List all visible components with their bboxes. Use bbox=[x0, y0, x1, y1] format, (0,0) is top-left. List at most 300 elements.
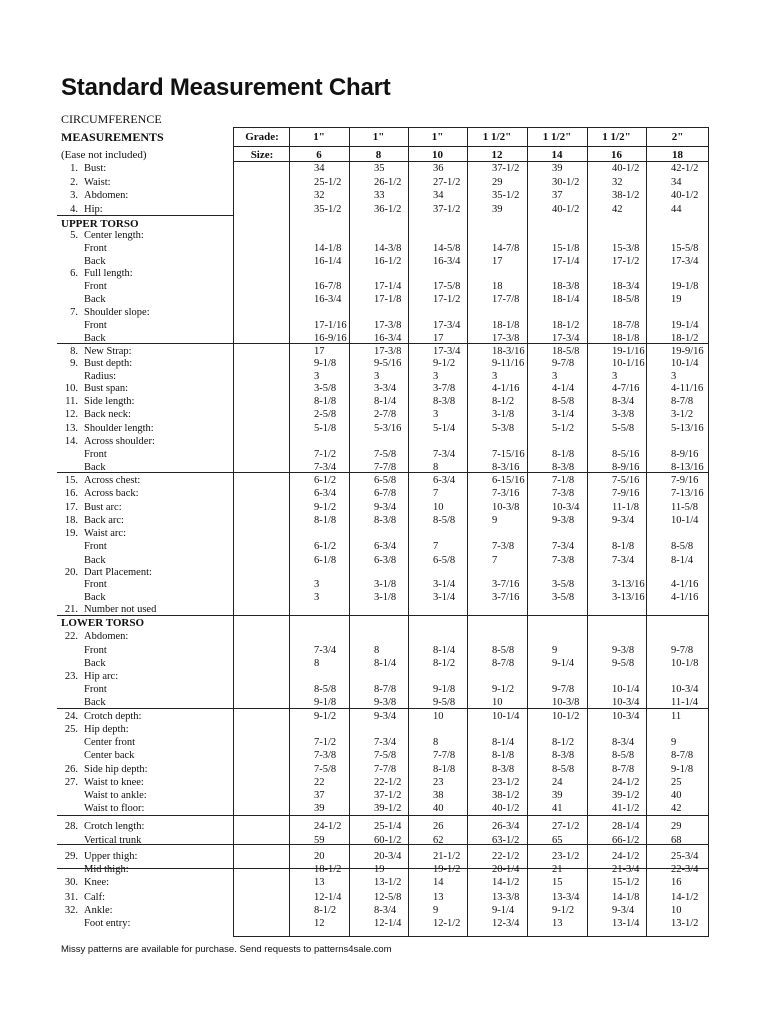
cell-value: 7-1/2 bbox=[314, 737, 337, 748]
row-label: Dart Placement: bbox=[84, 567, 152, 578]
row-label: New Strap: bbox=[84, 346, 132, 357]
row-label: Back bbox=[84, 294, 106, 305]
cell-value: 8-1/8 bbox=[433, 764, 456, 775]
cell-value: 10-3/4 bbox=[552, 502, 580, 513]
cell-value: 29 bbox=[671, 821, 682, 832]
table-row bbox=[0, 242, 768, 255]
cell-value: 19-1/16 bbox=[612, 346, 645, 357]
cell-value: 17 bbox=[433, 333, 444, 344]
row-label: Shoulder length: bbox=[84, 423, 154, 434]
cell-value: 7-7/8 bbox=[433, 750, 456, 761]
cell-value: 3 bbox=[492, 371, 498, 382]
cell-value: 3-1/4 bbox=[433, 592, 456, 603]
cell-value: 66-1/2 bbox=[612, 835, 640, 846]
cell-value: 8 bbox=[433, 462, 439, 473]
cell-value: 5-13/16 bbox=[671, 423, 704, 434]
cell-value: 3 bbox=[374, 371, 380, 382]
cell-value: 8-1/2 bbox=[314, 905, 337, 916]
row-number: 2. bbox=[70, 177, 78, 188]
cell-value: 17-3/4 bbox=[433, 346, 461, 357]
section-divider bbox=[57, 615, 234, 616]
section-divider bbox=[57, 472, 234, 473]
cell-value: 18-3/16 bbox=[492, 346, 525, 357]
cell-value: 8-7/8 bbox=[492, 658, 515, 669]
cell-value: 6-1/2 bbox=[314, 475, 337, 486]
table-row bbox=[0, 267, 768, 280]
cell-value: 10-1/4 bbox=[612, 684, 640, 695]
cell-value: 37-1/2 bbox=[374, 790, 402, 801]
cell-value: 8 bbox=[374, 645, 380, 656]
table-row bbox=[0, 422, 768, 435]
row-label: Back bbox=[84, 697, 106, 708]
cell-value: 18-1/8 bbox=[492, 320, 520, 331]
row-number: 14. bbox=[64, 436, 78, 447]
cell-value: 39-1/2 bbox=[612, 790, 640, 801]
cell-value: 8-5/8 bbox=[671, 541, 694, 552]
cell-value: 20-3/4 bbox=[374, 851, 402, 862]
row-number: 5. bbox=[70, 230, 78, 241]
size-value: 12 bbox=[491, 149, 503, 161]
row-number: 20. bbox=[64, 567, 78, 578]
size-value: 14 bbox=[551, 149, 563, 161]
cell-value: 13-3/8 bbox=[492, 892, 520, 903]
row-number: 23. bbox=[64, 671, 78, 682]
row-label: Bust: bbox=[84, 163, 107, 174]
row-label: Shoulder slope: bbox=[84, 307, 150, 318]
cell-value: 13-3/4 bbox=[552, 892, 580, 903]
cell-value: 10-1/8 bbox=[671, 658, 699, 669]
cell-value: 7-3/4 bbox=[374, 737, 397, 748]
table-row bbox=[0, 578, 768, 591]
cell-value: 7-5/8 bbox=[374, 750, 397, 761]
cell-value: 7-7/8 bbox=[374, 462, 397, 473]
cell-value: 3 bbox=[314, 579, 320, 590]
subtitle-circumference: CIRCUMFERENCE bbox=[61, 112, 162, 126]
row-label: Hip arc: bbox=[84, 671, 119, 682]
section-divider bbox=[57, 868, 234, 869]
table-row bbox=[0, 657, 768, 670]
row-number: 18. bbox=[64, 515, 78, 526]
table-row bbox=[0, 357, 768, 370]
cell-value: 7-1/2 bbox=[314, 449, 337, 460]
row-label: Mid thigh: bbox=[84, 864, 129, 875]
cell-value: 25 bbox=[671, 777, 682, 788]
cell-value: 17 bbox=[492, 256, 503, 267]
cell-value: 18-5/8 bbox=[552, 346, 580, 357]
cell-value: 8-7/8 bbox=[671, 750, 694, 761]
row-label: Waist to floor: bbox=[84, 803, 145, 814]
cell-value: 3-1/4 bbox=[552, 409, 575, 420]
row-number: 15. bbox=[64, 475, 78, 486]
cell-value: 8-5/8 bbox=[612, 750, 635, 761]
cell-value: 3-13/16 bbox=[612, 592, 645, 603]
cell-value: 3-5/8 bbox=[552, 592, 575, 603]
cell-value: 7-13/16 bbox=[671, 488, 704, 499]
cell-value: 9-1/8 bbox=[433, 684, 456, 695]
cell-value: 9-5/16 bbox=[374, 358, 402, 369]
cell-value: 18-7/8 bbox=[612, 320, 640, 331]
cell-value: 9-3/4 bbox=[612, 905, 635, 916]
cell-value: 6-3/4 bbox=[433, 475, 456, 486]
section-divider bbox=[57, 343, 234, 344]
row-number: 26. bbox=[64, 764, 78, 775]
cell-value: 3-1/4 bbox=[433, 579, 456, 590]
cell-value: 17-3/8 bbox=[492, 333, 520, 344]
cell-value: 40-1/2 bbox=[612, 163, 640, 174]
cell-value: 19-1/8 bbox=[671, 281, 699, 292]
cell-value: 17-3/8 bbox=[374, 346, 402, 357]
cell-value: 17-1/4 bbox=[552, 256, 580, 267]
row-number: 22. bbox=[64, 631, 78, 642]
cell-value: 4-1/16 bbox=[671, 579, 699, 590]
row-number: 27. bbox=[64, 777, 78, 788]
cell-value: 23-1/2 bbox=[492, 777, 520, 788]
cell-value: 3 bbox=[314, 592, 320, 603]
cell-value: 32 bbox=[314, 190, 325, 201]
cell-value: 34 bbox=[671, 177, 682, 188]
cell-value: 10-3/8 bbox=[552, 697, 580, 708]
cell-value: 8-1/2 bbox=[433, 658, 456, 669]
row-label: Front bbox=[84, 645, 107, 656]
cell-value: 38 bbox=[433, 790, 444, 801]
cell-value: 40-1/2 bbox=[671, 190, 699, 201]
cell-value: 6-1/8 bbox=[314, 555, 337, 566]
cell-value: 41 bbox=[552, 803, 563, 814]
cell-value: 39 bbox=[552, 163, 563, 174]
cell-value: 8-5/8 bbox=[433, 515, 456, 526]
row-label: Crotch depth: bbox=[84, 711, 142, 722]
cell-value: 10 bbox=[433, 502, 444, 513]
table-row bbox=[0, 435, 768, 448]
table-row bbox=[0, 189, 768, 202]
table-row bbox=[0, 789, 768, 802]
row-label: Upper thigh: bbox=[84, 851, 138, 862]
cell-value: 68 bbox=[671, 835, 682, 846]
table-row bbox=[0, 876, 768, 889]
cell-value: 23 bbox=[433, 777, 444, 788]
row-label: Back bbox=[84, 592, 106, 603]
cell-value: 3 bbox=[433, 409, 439, 420]
cell-value: 9-1/4 bbox=[552, 658, 575, 669]
cell-value: 22-1/2 bbox=[374, 777, 402, 788]
cell-value: 7-3/8 bbox=[552, 488, 575, 499]
cell-value: 39 bbox=[492, 204, 503, 215]
cell-value: 12-3/4 bbox=[492, 918, 520, 929]
cell-value: 9-1/8 bbox=[314, 697, 337, 708]
cell-value: 9-3/4 bbox=[374, 711, 397, 722]
cell-value: 6-7/8 bbox=[374, 488, 397, 499]
row-number: 19. bbox=[64, 528, 78, 539]
cell-value: 40-1/2 bbox=[552, 204, 580, 215]
cell-value: 8-9/16 bbox=[612, 462, 640, 473]
cell-value: 7-9/16 bbox=[612, 488, 640, 499]
table-row bbox=[0, 395, 768, 408]
row-label: Back bbox=[84, 555, 106, 566]
row-label: Across shoulder: bbox=[84, 436, 155, 447]
row-label: Waist to ankle: bbox=[84, 790, 147, 801]
cell-value: 3-13/16 bbox=[612, 579, 645, 590]
cell-value: 41-1/2 bbox=[612, 803, 640, 814]
section-divider bbox=[57, 844, 234, 845]
cell-value: 14-1/2 bbox=[492, 877, 520, 888]
cell-value: 18 bbox=[492, 281, 503, 292]
cell-value: 24 bbox=[552, 777, 563, 788]
row-number: 13. bbox=[64, 423, 78, 434]
cell-value: 39 bbox=[552, 790, 563, 801]
cell-value: 37 bbox=[314, 790, 325, 801]
cell-value: 9-5/8 bbox=[612, 658, 635, 669]
cell-value: 18-1/2 bbox=[552, 320, 580, 331]
cell-value: 17 bbox=[314, 346, 325, 357]
cell-value: 5-1/2 bbox=[552, 423, 575, 434]
grade-label: Grade: bbox=[245, 131, 279, 143]
row-label: Across back: bbox=[84, 488, 139, 499]
cell-value: 12 bbox=[314, 918, 325, 929]
cell-value: 6-5/8 bbox=[374, 475, 397, 486]
row-label: Knee: bbox=[84, 877, 110, 888]
cell-value: 11-1/4 bbox=[671, 697, 699, 708]
cell-value: 35 bbox=[374, 163, 385, 174]
cell-value: 9-1/2 bbox=[314, 711, 337, 722]
cell-value: 12-1/4 bbox=[374, 918, 402, 929]
cell-value: 17-1/4 bbox=[374, 281, 402, 292]
row-label: Full length: bbox=[84, 268, 133, 279]
cell-value: 8-1/2 bbox=[552, 737, 575, 748]
grade-value: 1" bbox=[313, 131, 325, 143]
cell-value: 40 bbox=[671, 790, 682, 801]
cell-value: 7-3/8 bbox=[552, 555, 575, 566]
cell-value: 26 bbox=[433, 821, 444, 832]
cell-value: 25-1/2 bbox=[314, 177, 342, 188]
cell-value: 3-1/8 bbox=[374, 579, 397, 590]
row-label: Hip depth: bbox=[84, 724, 129, 735]
cell-value: 8-1/8 bbox=[314, 396, 337, 407]
cell-value: 16-3/4 bbox=[433, 256, 461, 267]
table-row bbox=[0, 408, 768, 421]
cell-value: 8-5/8 bbox=[314, 684, 337, 695]
row-label: Front bbox=[84, 449, 107, 460]
cell-value: 8-1/8 bbox=[552, 449, 575, 460]
size-value: 18 bbox=[672, 149, 683, 161]
cell-value: 3-7/8 bbox=[433, 383, 456, 394]
cell-value: 8-3/8 bbox=[433, 396, 456, 407]
cell-value: 14-1/2 bbox=[671, 892, 699, 903]
table-row bbox=[0, 776, 768, 789]
cell-value: 39-1/2 bbox=[374, 803, 402, 814]
cell-value: 12-1/2 bbox=[433, 918, 461, 929]
cell-value: 10-3/4 bbox=[612, 697, 640, 708]
row-number: 24. bbox=[64, 711, 78, 722]
cell-value: 8-1/8 bbox=[492, 750, 515, 761]
cell-value: 8-3/8 bbox=[552, 750, 575, 761]
cell-value: 34 bbox=[314, 163, 325, 174]
cell-value: 24-1/2 bbox=[612, 777, 640, 788]
size-value: 8 bbox=[375, 149, 382, 161]
row-number: 16. bbox=[64, 488, 78, 499]
cell-value: 3 bbox=[671, 371, 677, 382]
cell-value: 14 bbox=[433, 877, 444, 888]
table-row bbox=[0, 863, 768, 876]
cell-value: 5-3/8 bbox=[492, 423, 515, 434]
cell-value: 7-9/16 bbox=[671, 475, 699, 486]
cell-value: 3-1/8 bbox=[492, 409, 515, 420]
row-label: Across chest: bbox=[84, 475, 141, 486]
row-number: 7. bbox=[70, 307, 78, 318]
cell-value: 10-1/16 bbox=[612, 358, 645, 369]
table-row bbox=[0, 802, 768, 815]
row-label: Front bbox=[84, 281, 107, 292]
cell-value: 8-3/16 bbox=[492, 462, 520, 473]
cell-value: 21-3/4 bbox=[612, 864, 640, 875]
cell-value: 7-3/4 bbox=[552, 541, 575, 552]
cell-value: 24-1/2 bbox=[314, 821, 342, 832]
cell-value: 26-3/4 bbox=[492, 821, 520, 832]
ease-note: (Ease not included) bbox=[61, 149, 147, 161]
cell-value: 8 bbox=[433, 737, 439, 748]
cell-value: 8-5/8 bbox=[552, 764, 575, 775]
cell-value: 5-1/4 bbox=[433, 423, 456, 434]
cell-value: 10-3/8 bbox=[492, 502, 520, 513]
row-number: 21. bbox=[64, 604, 78, 615]
cell-value: 5-5/8 bbox=[612, 423, 635, 434]
cell-value: 17-1/2 bbox=[612, 256, 640, 267]
row-label: Front bbox=[84, 684, 107, 695]
row-label: Foot entry: bbox=[84, 918, 131, 929]
cell-value: 19-1/2 bbox=[433, 864, 461, 875]
subtitle-measurements: MEASUREMENTS bbox=[61, 130, 164, 144]
cell-value: 9-3/4 bbox=[374, 502, 397, 513]
cell-value: 7-15/16 bbox=[492, 449, 525, 460]
cell-value: 8-1/2 bbox=[492, 396, 515, 407]
grade-value: 1 1/2" bbox=[482, 131, 512, 143]
cell-value: 17-1/2 bbox=[433, 294, 461, 305]
cell-value: 15 bbox=[552, 877, 563, 888]
table-row bbox=[0, 229, 768, 242]
cell-value: 2-5/8 bbox=[314, 409, 337, 420]
grade-value: 1" bbox=[431, 131, 444, 143]
row-label: Side length: bbox=[84, 396, 135, 407]
grade-value: 2" bbox=[671, 131, 684, 143]
grade-value: 1" bbox=[372, 131, 385, 143]
cell-value: 14-1/8 bbox=[314, 243, 342, 254]
cell-value: 24-1/2 bbox=[612, 851, 640, 862]
grid-row-divider bbox=[234, 815, 708, 816]
cell-value: 21-1/2 bbox=[433, 851, 461, 862]
cell-value: 7-3/8 bbox=[314, 750, 337, 761]
row-label: Bust depth: bbox=[84, 358, 133, 369]
section-header: LOWER TORSO bbox=[61, 617, 145, 629]
cell-value: 7-3/4 bbox=[314, 462, 337, 473]
row-label: Back arc: bbox=[84, 515, 124, 526]
cell-value: 7 bbox=[492, 555, 498, 566]
row-label: Back bbox=[84, 462, 106, 473]
row-label: Center length: bbox=[84, 230, 144, 241]
cell-value: 9 bbox=[433, 905, 439, 916]
row-number: 31. bbox=[64, 892, 78, 903]
section-header-row bbox=[0, 617, 768, 630]
row-label: Bust arc: bbox=[84, 502, 122, 513]
cell-value: 8-3/4 bbox=[612, 737, 635, 748]
table-row bbox=[0, 670, 768, 683]
cell-value: 19-9/16 bbox=[671, 346, 704, 357]
cell-value: 42 bbox=[612, 204, 623, 215]
table-row bbox=[0, 527, 768, 540]
section-divider bbox=[57, 708, 234, 709]
cell-value: 13 bbox=[433, 892, 444, 903]
cell-value: 20 bbox=[314, 851, 325, 862]
cell-value: 17-3/4 bbox=[671, 256, 699, 267]
cell-value: 8-9/16 bbox=[671, 449, 699, 460]
cell-value: 7-3/4 bbox=[314, 645, 337, 656]
cell-value: 10-3/4 bbox=[671, 684, 699, 695]
cell-value: 9-7/8 bbox=[671, 645, 694, 656]
cell-value: 18-3/4 bbox=[612, 281, 640, 292]
size-value: 16 bbox=[611, 149, 622, 161]
table-row bbox=[0, 749, 768, 762]
cell-value: 16-1/4 bbox=[314, 256, 342, 267]
table-row bbox=[0, 834, 768, 847]
table-row bbox=[0, 280, 768, 293]
table-row bbox=[0, 683, 768, 696]
cell-value: 3-3/8 bbox=[612, 409, 635, 420]
table-row bbox=[0, 474, 768, 487]
cell-value: 8-1/4 bbox=[492, 737, 515, 748]
cell-value: 10-1/4 bbox=[671, 515, 699, 526]
cell-value: 63-1/2 bbox=[492, 835, 520, 846]
cell-value: 8-1/4 bbox=[671, 555, 694, 566]
cell-value: 12-1/4 bbox=[314, 892, 342, 903]
cell-value: 7-1/8 bbox=[552, 475, 575, 486]
cell-value: 8-7/8 bbox=[374, 684, 397, 695]
cell-value: 9-1/2 bbox=[492, 684, 515, 695]
table-row bbox=[0, 891, 768, 904]
cell-value: 20-1/4 bbox=[492, 864, 520, 875]
cell-value: 9 bbox=[671, 737, 677, 748]
table-row bbox=[0, 820, 768, 833]
table-row bbox=[0, 644, 768, 657]
row-number: 29. bbox=[64, 851, 78, 862]
row-label: Front bbox=[84, 579, 107, 590]
row-number: 30. bbox=[64, 877, 78, 888]
cell-value: 9-1/8 bbox=[671, 764, 694, 775]
table-row bbox=[0, 630, 768, 643]
cell-value: 37 bbox=[552, 190, 563, 201]
cell-value: 3-7/16 bbox=[492, 592, 520, 603]
row-label: Bust span: bbox=[84, 383, 129, 394]
row-number: 17. bbox=[64, 502, 78, 513]
cell-value: 25-3/4 bbox=[671, 851, 699, 862]
cell-value: 8-1/8 bbox=[612, 541, 635, 552]
row-label: Back bbox=[84, 658, 106, 669]
cell-value: 13-1/4 bbox=[612, 918, 640, 929]
cell-value: 59 bbox=[314, 835, 325, 846]
cell-value: 39 bbox=[314, 803, 325, 814]
table-row bbox=[0, 917, 768, 930]
grade-value: 1 1/2" bbox=[542, 131, 572, 143]
cell-value: 9-11/16 bbox=[492, 358, 525, 369]
table-row bbox=[0, 382, 768, 395]
cell-value: 13 bbox=[552, 918, 563, 929]
cell-value: 11-1/8 bbox=[612, 502, 640, 513]
cell-value: 7-5/16 bbox=[612, 475, 640, 486]
cell-value: 37-1/2 bbox=[433, 204, 461, 215]
cell-value: 7-3/16 bbox=[492, 488, 520, 499]
cell-value: 4-1/16 bbox=[671, 592, 699, 603]
row-label: Vertical trunk bbox=[84, 835, 142, 846]
table-row bbox=[0, 514, 768, 527]
cell-value: 8-13/16 bbox=[671, 462, 704, 473]
section-divider bbox=[57, 215, 234, 216]
